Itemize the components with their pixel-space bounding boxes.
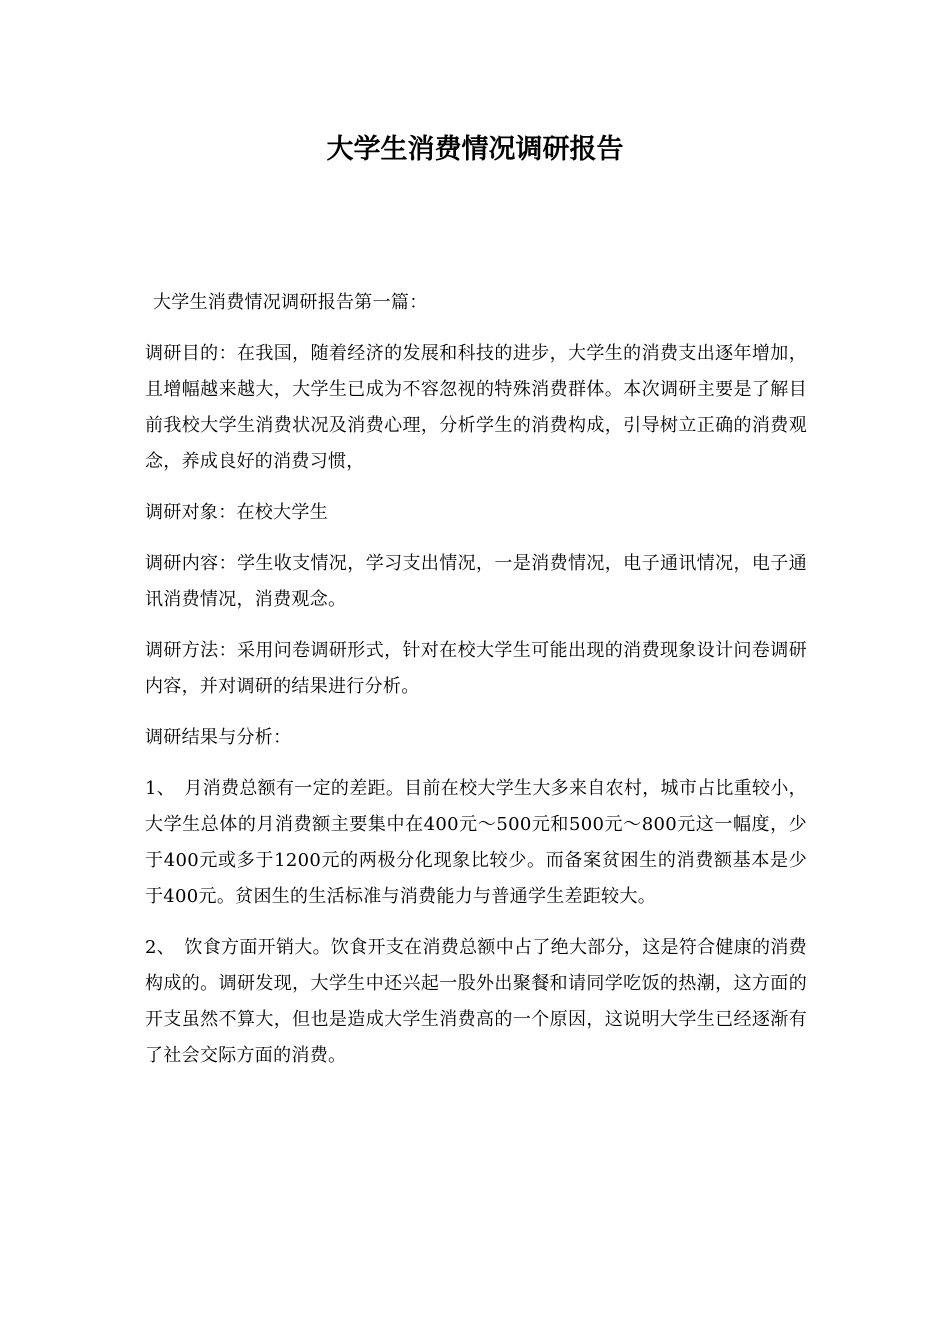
document-body	[145, 285, 807, 1089]
paragraph-purpose: 调研目的：在我国，随着经济的发展和科技的进步，大学生的消费支出逐年增加，且增幅越来越大，大学生已成为不容忽视的特殊消费群体。本次调研主要是了解目前我校大学生消费状况及消费心理，分析学生的消费构成，引导树立正确的消费观念，养成良好的消费习惯，	[145, 343, 807, 472]
section-subheading: 大学生消费情况调研报告第一篇：	[153, 292, 428, 313]
paragraph-results-heading: 调研结果与分析：	[145, 727, 292, 748]
paragraph-result-1: 1、 月消费总额有一定的差距。目前在校大学生大多来自农村，城市占比重较小，大学生总体的月消费额主要集中在400元～500元和500元～800元这一幅度，少于400元或多于1200元的两极分化现象比较少。而备案贫困生的消费额基本是少于400元。贫困生的生活标准与消费能力与普通学生差距较大。	[145, 778, 807, 907]
paragraph-content: 调研内容：学生收支情况，学习支出情况，一是消费情况，电子通讯情况，电子通讯消费情况，消费观念。	[145, 553, 807, 610]
paragraph-subject: 调研对象：在校大学生	[145, 502, 328, 523]
paragraph-result-2: 2、 饮食方面开销大。饮食开支在消费总额中占了绝大部分，这是符合健康的消费构成的。调研发现，大学生中还兴起一股外出聚餐和请同学吃饭的热潮，这方面的开支虽然不算大，但也是造成大学生消费高的一个原因，这说明大学生已经逐渐有了社会交际方面的消费。	[145, 937, 807, 1066]
paragraph-method: 调研方法：采用问卷调研形式，针对在校大学生可能出现的消费现象设计问卷调研内容，并对调研的结果进行分析。	[145, 640, 807, 697]
page-title: 大学生消费情况调研报告	[326, 134, 624, 165]
